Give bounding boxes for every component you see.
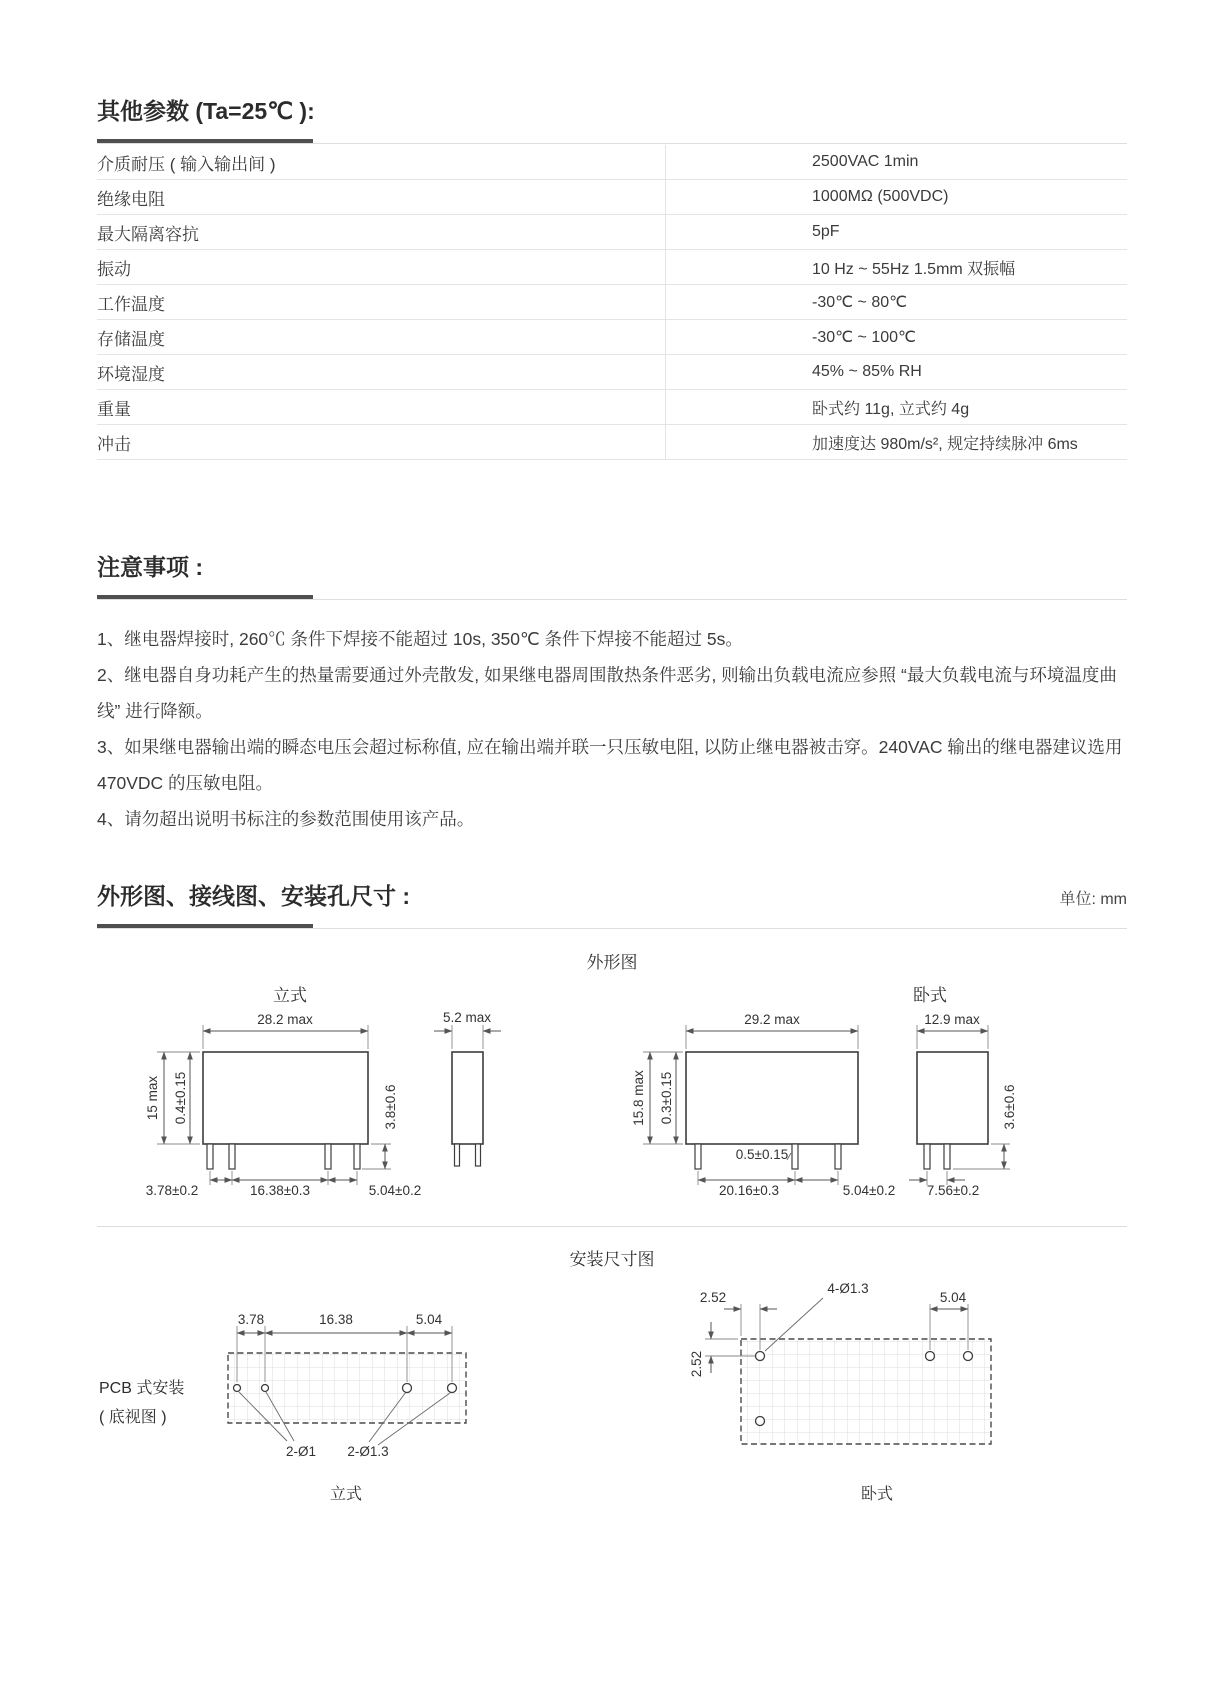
dim-pin-length: 3.8±0.6: [383, 1084, 398, 1130]
vertical-outline-side: [434, 1010, 501, 1166]
outline-drawings: [97, 979, 1127, 1224]
param-value: 5pF: [665, 215, 1127, 249]
dim-pitch-b: 16.38: [319, 1312, 353, 1327]
rule-line: [97, 143, 1127, 144]
relay-pins: [455, 1144, 481, 1166]
relay-pins: [924, 1144, 950, 1169]
dim-pitch-a: 3.78: [237, 1312, 265, 1327]
dim-side-width: 5.2 max: [442, 1010, 492, 1025]
vertical-bottom-label: 立式: [329, 1486, 363, 1503]
mount-hole: [403, 1384, 412, 1393]
param-label: 最大隔离容抗: [97, 224, 199, 244]
dim-pitch-a: 3.78±0.2: [145, 1183, 199, 1198]
vertical-label: 立式: [273, 986, 307, 1005]
dim-offset-x: 2.52: [699, 1290, 727, 1305]
other-params-section: [97, 0, 1127, 460]
relay-body: [203, 1052, 368, 1144]
params-table: [97, 145, 1127, 460]
param-label: 振动: [97, 259, 131, 279]
horizontal-outline-front: [631, 985, 947, 1198]
relay-body: [686, 1052, 858, 1144]
horizontal-outline-side: [909, 1012, 1017, 1198]
table-row: [97, 180, 1127, 215]
relay-body-side: [452, 1052, 483, 1144]
dim-pitch: 5.04: [939, 1290, 967, 1305]
dim-standoff: 0.3±0.15: [659, 1071, 674, 1125]
table-row: [97, 285, 1127, 320]
table-row: [97, 320, 1127, 355]
horizontal-label: 卧式: [913, 986, 947, 1005]
note-item: 3、如果继电器输出端的瞬态电压会超过标称值, 应在输出端并联一只压敏电阻, 以防止继电器被击穿。240VAC 输出的继电器建议选用 470VDC 的压敏电阻。: [97, 737, 1123, 793]
notes-title: 注意事项 :: [97, 554, 204, 580]
param-value: 2500VAC 1min: [665, 145, 1127, 179]
outline-caption: 外形图: [586, 953, 638, 972]
mount-hole: [964, 1352, 973, 1361]
note-item: 4、请勿超出说明书标注的参数范围使用该产品。: [97, 809, 475, 829]
unit-label: 单位: mm: [1059, 891, 1127, 908]
holes-label-a: 2-Ø1: [285, 1444, 317, 1459]
pcb-mount-line2: ( 底视图 ): [99, 1409, 167, 1426]
relay-body-side: [917, 1052, 988, 1144]
table-row: [97, 425, 1127, 460]
param-label: 绝缘电阻: [97, 189, 165, 209]
pcb-mount-line1: PCB 式安装: [99, 1380, 185, 1397]
dim-pitch-c: 5.04±0.2: [368, 1183, 422, 1198]
param-value: 10 Hz ~ 55Hz 1.5mm 双振幅: [665, 250, 1127, 284]
dim-height: 15.8 max: [631, 1070, 646, 1126]
mount-hole: [756, 1417, 765, 1426]
dim-pitch-b: 5.04±0.2: [842, 1183, 896, 1198]
drawings-header: [97, 881, 1127, 911]
holes-label-b: 2-Ø1.3: [347, 1444, 389, 1459]
mount-hole: [926, 1352, 935, 1361]
param-label: 介质耐压 ( 输入输出间 ): [97, 154, 276, 174]
mounting-drawings: [97, 1276, 1127, 1511]
table-row: [97, 145, 1127, 180]
holes-label: 4-Ø1.3: [827, 1281, 869, 1296]
vertical-outline-front: [145, 986, 421, 1198]
dim-pitch-c: 5.04: [415, 1312, 443, 1327]
rule-line: [97, 599, 1127, 600]
param-value: 卧式约 11g, 立式约 4g: [665, 390, 1127, 424]
vertical-bottom-view: [228, 1312, 466, 1503]
pcb-grid: [741, 1339, 991, 1444]
section-rule: [97, 139, 1127, 145]
rule-line: [97, 928, 1127, 929]
param-label: 环境湿度: [97, 364, 165, 384]
table-row: [97, 250, 1127, 285]
dim-standoff: 0.4±0.15: [173, 1071, 188, 1125]
horizontal-bottom-view: [689, 1281, 991, 1503]
dim-width: 28.2 max: [257, 1012, 313, 1027]
other-params-title: 其他参数 (Ta=25℃ ):: [97, 98, 315, 124]
dim-pitch-b: 16.38±0.3: [250, 1183, 310, 1198]
note-item: 2、继电器自身功耗产生的热量需要通过外壳散发, 如果继电器周围散热条件恶劣, 则输出负载电流应参照 “最大负载电流与环境温度曲线” 进行降额。: [97, 665, 1117, 721]
note-item: 1、继电器焊接时, 260℃ 条件下焊接不能超过 10s, 350℃ 条件下焊接不能超过 5s。: [97, 629, 743, 649]
table-row: [97, 390, 1127, 425]
mount-hole: [448, 1384, 457, 1393]
mounting-caption: 安装尺寸图: [569, 1250, 655, 1269]
dim-width: 29.2 max: [744, 1012, 800, 1027]
param-value: -30℃ ~ 100℃: [665, 320, 1127, 354]
mount-hole: [262, 1385, 269, 1392]
relay-pins: [207, 1144, 360, 1169]
dimension-lines: [434, 1025, 501, 1049]
param-label: 重量: [97, 399, 131, 419]
table-row: [97, 215, 1127, 250]
param-value: 加速度达 980m/s², 规定持续脉冲 6ms: [665, 425, 1127, 459]
section-rule: [97, 924, 1127, 930]
dim-height: 15 max: [145, 1075, 160, 1121]
drawings-section: [97, 881, 1127, 1511]
mount-hole: [756, 1352, 765, 1361]
mount-hole: [234, 1385, 241, 1392]
dim-pitch-a: 20.16±0.3: [719, 1183, 779, 1198]
dim-pin-length: 3.6±0.6: [1002, 1084, 1017, 1130]
dim-offset-y: 2.52: [689, 1350, 704, 1378]
table-row: [97, 355, 1127, 390]
param-label: 冲击: [97, 434, 131, 454]
param-value: -30℃ ~ 80℃: [665, 285, 1127, 319]
pcb-mount-label: [99, 1379, 184, 1426]
drawings-title: 外形图、接线图、安装孔尺寸 :: [97, 883, 411, 909]
param-value: 45% ~ 85% RH: [665, 355, 1127, 389]
dim-pin-width: 0.5±0.15: [735, 1147, 789, 1162]
divider: [97, 1226, 1127, 1227]
dim-side-width: 12.9 max: [924, 1012, 980, 1027]
dim-side-pitch: 7.56±0.2: [926, 1183, 980, 1198]
param-label: 存储温度: [97, 329, 165, 349]
horizontal-bottom-label: 卧式: [860, 1486, 894, 1503]
notes-list: [97, 621, 1127, 837]
param-value: 1000MΩ (500VDC): [665, 180, 1127, 214]
notes-section: [97, 552, 1127, 837]
section-rule: [97, 595, 1127, 601]
param-label: 工作温度: [97, 294, 165, 314]
